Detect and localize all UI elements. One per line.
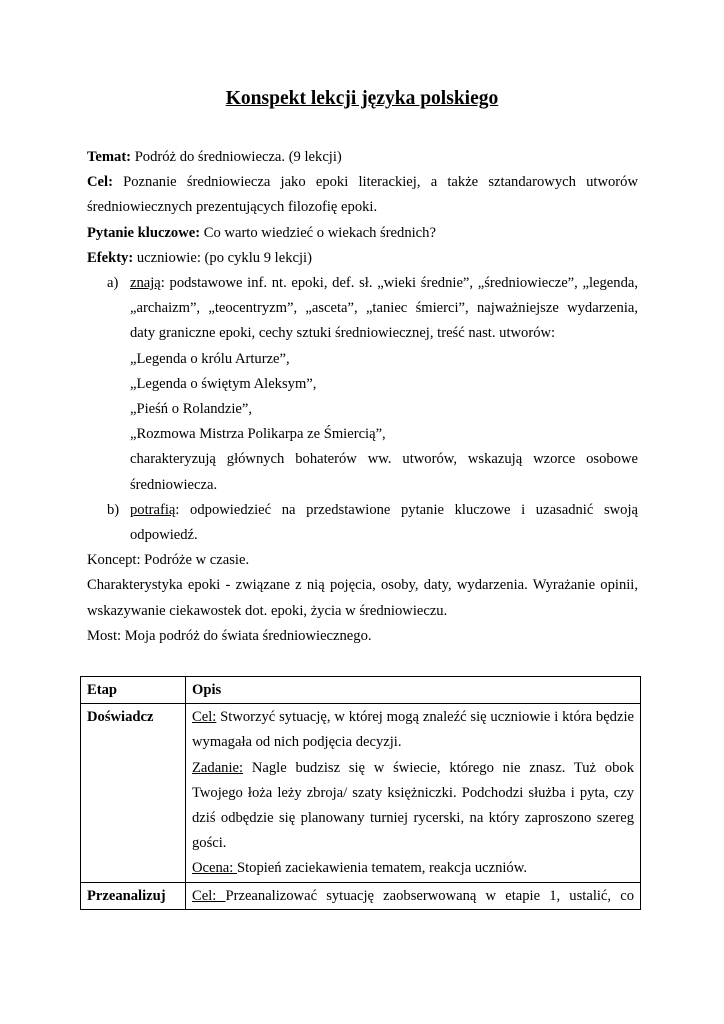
item-b-line-2: odpowiedź. <box>130 527 198 544</box>
outcomes-value: uczniowie: (po cyklu 9 lekcji) <box>133 249 312 266</box>
stage-name: Przeanalizuj <box>81 882 186 909</box>
goal-row-line-1 <box>192 705 634 730</box>
work-title-2: „Legenda o świętym Aleksym”, <box>130 375 317 392</box>
list-marker-b: b) <box>107 501 120 518</box>
header-opis: Opis <box>186 677 641 704</box>
task-row-line-3: dziś odbędzie się planowany turniej rycerski, na który zaproszono szereg <box>192 810 634 827</box>
item-b-keyword: potrafią <box>130 501 176 518</box>
table-row <box>81 704 641 882</box>
topic-value: Podróż do średniowiecza. (9 lekcji) <box>131 149 342 165</box>
topic-line <box>87 145 638 170</box>
stage-description <box>186 882 641 909</box>
goal-row-line-1 <box>192 884 634 909</box>
item-a-keyword: znają <box>130 275 161 292</box>
goal-text-1: Poznanie średniowiecza jako epoki literackiej, a także sztandarowych utworów <box>112 174 638 191</box>
item-a-line-1 <box>130 271 638 296</box>
item-a-line-5: średniowiecza. <box>130 476 218 493</box>
item-a-line-3: daty graniczne epoki, cechy sztuki średniowiecznej, treść nast. utworów: <box>130 325 556 342</box>
item-a-line-2: „archaizm”, „teocentryzm”, „asceta”, „taniec śmierci”, najważniejsze wydarzenia, <box>130 300 638 317</box>
task-row-line-4: gości. <box>192 835 227 852</box>
row-task-label: Zadanie: <box>192 759 244 776</box>
work-title-4: „Rozmowa Mistrza Polikarpa ze Śmiercią”, <box>130 426 386 443</box>
list-item-b <box>87 498 638 548</box>
row-evaluation-label: Ocena: <box>192 860 237 877</box>
header-etap: Etap <box>81 677 186 704</box>
stage-name: Doświadcz <box>81 704 186 882</box>
table-row <box>81 882 641 909</box>
key-question-value: Co warto wiedzieć o wiekach średnich? <box>200 224 436 241</box>
bridge-line: Most: Moja podróż do świata średniowiecznego. <box>87 627 372 644</box>
item-a-text-1: : podstawowe inf. nt. epoki, def. sł. „wieki średnie”, „średniowiecze”, „legenda, <box>160 275 638 292</box>
topic-label: Temat: <box>87 149 132 165</box>
outcomes-label: Efekty: <box>87 249 134 266</box>
row-goal-label: Cel: <box>192 709 217 726</box>
item-b-text-1: : odpowiedzieć na przedstawione pytanie kluczowe i uzasadnić swoją <box>175 501 638 518</box>
outcomes-line <box>87 246 638 271</box>
concept-line: Koncept: Podróże w czasie. <box>87 552 250 569</box>
task-row-line-1 <box>192 756 634 781</box>
stage-description <box>186 704 641 882</box>
key-question-line <box>87 221 638 246</box>
item-a-line-4: charakteryzują głównych bohaterów ww. utworów, wskazują wzorce osobowe <box>130 451 638 468</box>
work-title-1: „Legenda o królu Arturze”, <box>130 350 290 367</box>
row-goal-text-1: Stworzyć sytuację, w której mogą znaleźć się uczniowie i która będzie <box>216 709 634 726</box>
list-item-a <box>87 271 638 498</box>
characteristics-line-1: Charakterystyka epoki - związane z nią pojęcia, osoby, daty, wydarzenia. Wyrażanie opinii, <box>87 577 638 594</box>
evaluation-row-line <box>192 856 634 881</box>
document-body <box>87 145 638 649</box>
key-question-label: Pytanie kluczowe: <box>87 224 201 241</box>
row-task-text-1: Nagle budzisz się w świecie, którego nie znasz. Tuż obok <box>243 759 634 776</box>
goal-line-1 <box>87 170 638 195</box>
lesson-plan-table <box>80 676 641 910</box>
row-goal-label: Cel: <box>192 887 226 904</box>
characteristics-line-2: wskazywanie ciekawostek dot. epoki, życia w średniowieczu. <box>87 602 448 619</box>
goal-row-line-2: wymagała od nich podjęcia decyzji. <box>192 734 402 751</box>
item-b-line-1 <box>130 498 638 523</box>
work-title-3: „Pieśń o Rolandzie”, <box>130 401 252 418</box>
goal-label: Cel: <box>87 174 113 191</box>
goal-line-2: średniowiecznych prezentujących filozofię epoki. <box>87 199 378 216</box>
task-row-line-2: Twojego łoża leży zbroja/ szaty księżniczki. Podchodzi służba i pyta, czy <box>192 784 634 801</box>
list-marker-a: a) <box>107 275 119 292</box>
document-title: Konspekt lekcji języka polskiego <box>225 88 499 109</box>
row-goal-text-1: Przeanalizować sytuację zaobserwowaną w etapie 1, ustalić, co <box>225 887 634 904</box>
row-evaluation-text: Stopień zaciekawienia tematem, reakcja uczniów. <box>236 860 527 877</box>
table-header-row <box>81 677 641 704</box>
